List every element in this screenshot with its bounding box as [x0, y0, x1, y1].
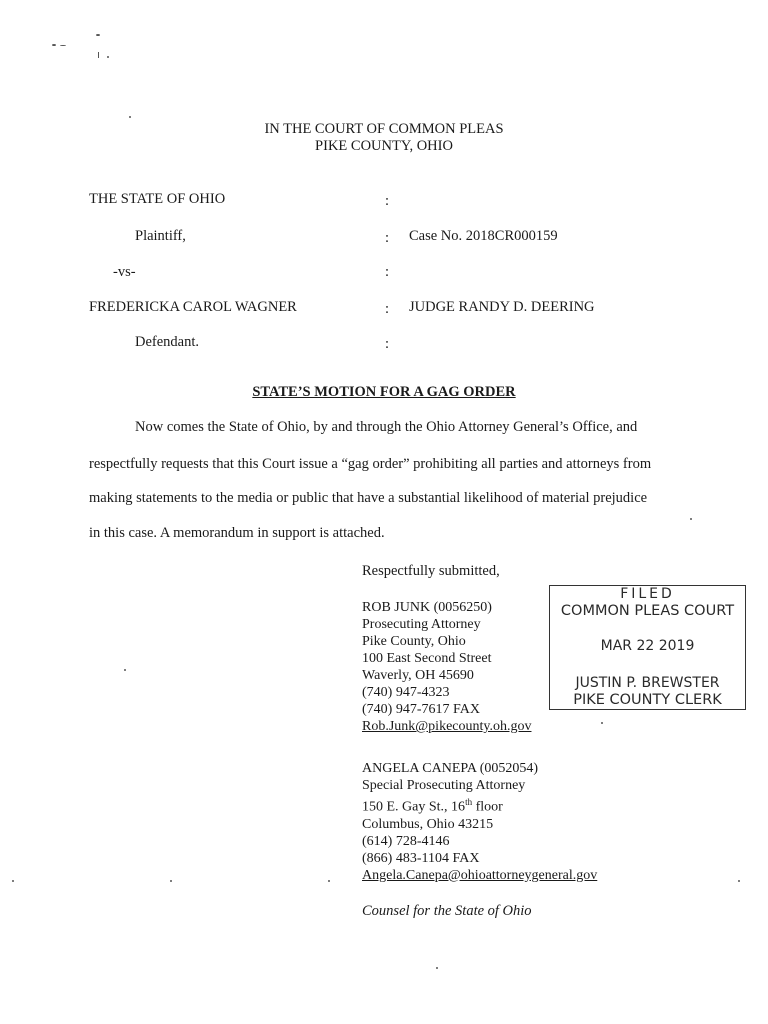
scan-speck [60, 45, 66, 46]
stamp-court: COMMON PLEAS COURT [560, 603, 735, 619]
closing: Respectfully submitted, [362, 563, 500, 579]
stamp-county: PIKE COUNTY CLERK [573, 692, 722, 708]
counsel-name: ANGELA CANEPA (0052054) [362, 761, 539, 776]
scan-speck [328, 880, 330, 882]
defendant-role: Defendant. [135, 334, 200, 350]
counsel-street: 100 East Second Street [362, 651, 492, 666]
caption-colon: : [385, 336, 390, 352]
counsel-street [362, 794, 597, 816]
counsel-block-1 [362, 599, 531, 735]
motion-title-text: STATE’S MOTION FOR A GAG ORDER [252, 384, 516, 400]
body-line: in this case. A memorandum in support is attached. [89, 525, 385, 541]
stamp-date: MAR 22 2019 [600, 638, 695, 654]
caption-colon: : [385, 264, 390, 280]
counsel-block-2 [362, 760, 597, 884]
versus-label: -vs- [113, 264, 136, 280]
caption-colon: : [385, 301, 390, 317]
case-number: Case No. 2018CR000159 [409, 228, 558, 244]
street-prefix: 150 E. Gay St., 16 [362, 799, 466, 815]
counsel-email[interactable]: Angela.Canepa@ohioattorneygeneral.gov [362, 867, 598, 883]
scan-speck [52, 44, 56, 46]
counsel-fax: (866) 483-1104 FAX [362, 850, 480, 866]
scan-speck [96, 34, 100, 36]
scan-speck [436, 967, 438, 969]
judge-name: JUDGE RANDY D. DEERING [409, 299, 595, 315]
scan-speck [12, 880, 14, 882]
stamp-filed: FILED [620, 586, 675, 602]
stamp-clerk: JUSTIN P. BREWSTER [575, 675, 720, 691]
caption-colon: : [385, 193, 390, 209]
scan-speck [129, 116, 131, 118]
court-name: IN THE COURT OF COMMON PLEAS [264, 121, 504, 137]
counsel-title: Prosecuting Attorney [362, 617, 481, 632]
counsel-phone: (740) 947-4323 [362, 685, 450, 700]
scan-speck [690, 518, 692, 520]
scan-speck [98, 52, 99, 58]
plaintiff-role: Plaintiff, [135, 228, 186, 244]
scan-speck [601, 722, 603, 724]
street-ordinal: th [465, 797, 473, 807]
scan-speck [124, 669, 126, 671]
body-line: respectfully requests that this Court issue a “gag order” prohibiting all parties and attorneys from [89, 456, 652, 472]
counsel-city: Columbus, Ohio 43215 [362, 816, 494, 832]
court-county: PIKE COUNTY, OHIO [315, 138, 453, 154]
scan-speck [107, 56, 109, 58]
body-line: making statements to the media or public that have a substantial likelihood of material prejudice [89, 490, 648, 506]
filed-stamp [549, 585, 746, 710]
counsel-city: Waverly, OH 45690 [362, 668, 474, 683]
plaintiff-name: THE STATE OF OHIO [89, 191, 226, 207]
caption-colon: : [385, 230, 390, 246]
counsel-phone: (614) 728-4146 [362, 833, 450, 849]
counsel-title: Special Prosecuting Attorney [362, 778, 526, 793]
scan-speck [738, 880, 740, 882]
defendant-name: FREDERICKA CAROL WAGNER [89, 299, 297, 315]
body-line: Now comes the State of Ohio, by and through the Ohio Attorney General’s Office, and [135, 419, 638, 435]
counsel-office: Pike County, Ohio [362, 634, 466, 649]
counsel-fax: (740) 947-7617 FAX [362, 702, 480, 717]
scan-speck [170, 880, 172, 882]
counsel-email[interactable]: Rob.Junk@pikecounty.oh.gov [362, 719, 532, 734]
street-suffix: floor [472, 799, 503, 815]
counsel-for: Counsel for the State of Ohio [362, 903, 532, 919]
counsel-name: ROB JUNK (0056250) [362, 600, 492, 615]
motion-title [0, 384, 768, 401]
